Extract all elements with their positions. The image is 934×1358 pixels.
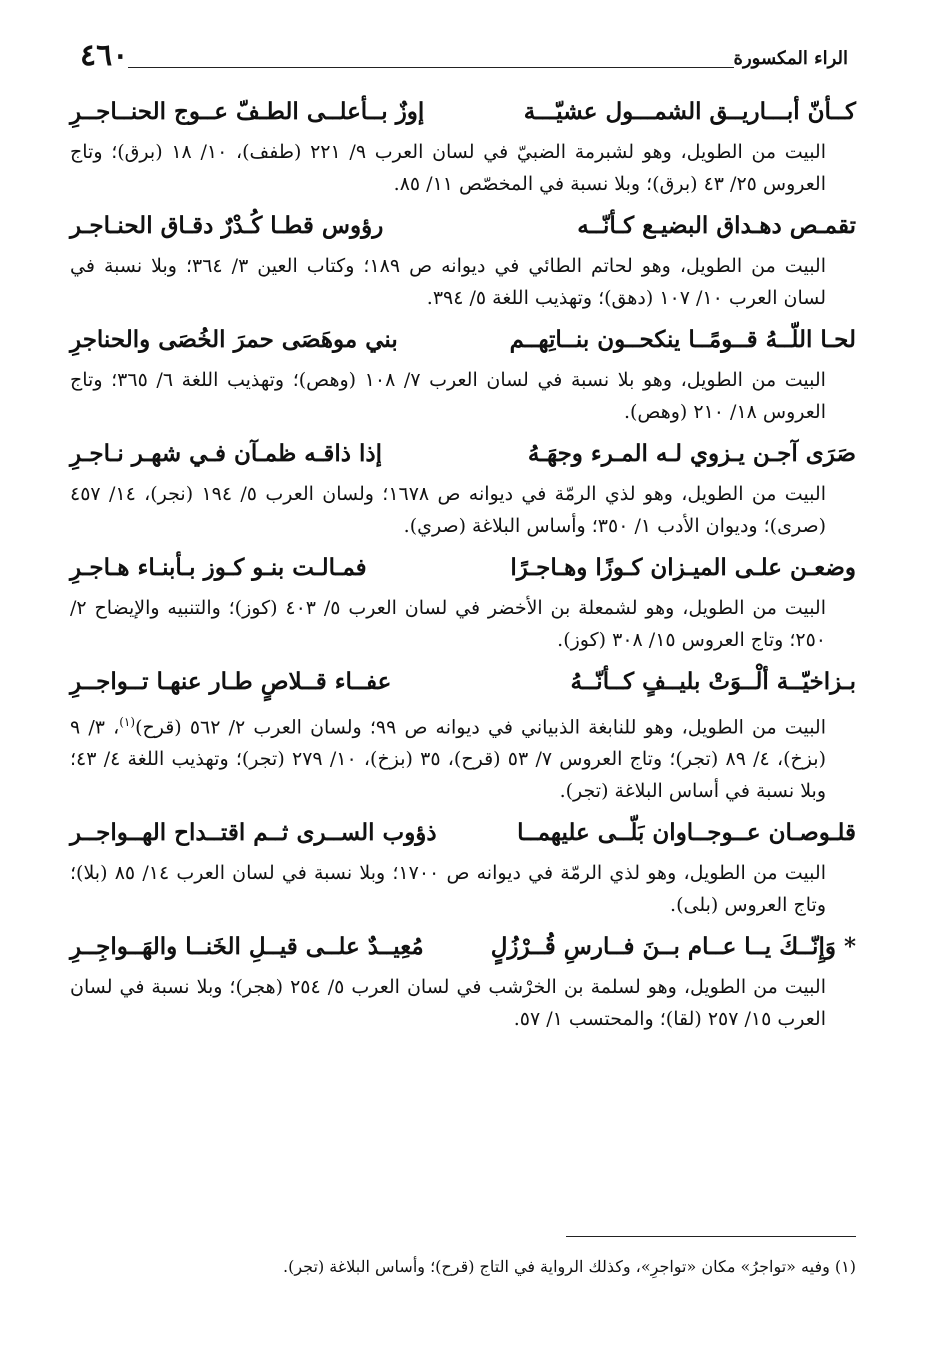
first-hemistich: بـزاخيّــة ألْــوَتْ بليــفٍ كــأنّــهُ [570, 668, 856, 695]
verse-commentary: البيت من الطويل، وهو لذي الرمّة في ديوانه ص ١٦٧٨؛ ولسان العرب ٥/ ١٩٤ (نجر)، ١٤/ ٤٥٧ (صرى)؛ وديوان الأدب ١/ ٣٥٠؛ وأساس البلاغة (صري). [70, 483, 826, 537]
commentary-text: البيت من الطويل، وهو للنابغة الذبياني في ديوانه ص ٩٩؛ ولسان العرب ٢/ ٥٦٢ (قرح) [135, 716, 826, 739]
footnote-rule [566, 1236, 856, 1237]
first-hemistich: تقمـص دهـداق البضيـع كـأنّــه [577, 212, 856, 239]
first-hemistich: صَرَى آجـن يـزوي لـه المـرء وجهَـهُ [527, 440, 856, 467]
second-hemistich: إوزٌ بــأعلــى الطـفّ عــوج الحنــاجــرِ [70, 98, 425, 125]
verse-line [70, 813, 856, 857]
poem-entries [70, 88, 856, 1041]
poem-entry [70, 927, 856, 1035]
second-hemistich: رؤوس قطـا كُـدْرٌ دقـاق الحنـاجـر [70, 212, 384, 239]
verse-commentary: البيت من الطويل، وهو لذي الرمّة في ديوانه ص ١٧٠٠؛ وبلا نسبة في لسان العرب ١٤/ ٨٥ (بلا)؛ وتاج العروس (بلى). [70, 862, 826, 917]
verse-line [70, 92, 856, 136]
first-hemistich: * وَإِنّــكَ يــا عــام بــنَ فــارسِ قُــرْزُلٍ [490, 933, 856, 961]
poem-entry [70, 92, 856, 200]
verse-line [70, 662, 856, 706]
second-hemistich: فمـالـت بنـو كـوز بـأبنـاء هـاجـرِ [70, 554, 367, 581]
verse-line [70, 927, 856, 971]
poem-entry [70, 813, 856, 921]
poem-entry [70, 320, 856, 428]
first-hemistich: وضعـن علـى الميـزان كـوزًا وهـاجـرًا [510, 554, 856, 581]
verse-commentary: البيت من الطويل، وهو لحاتم الطائي في ديوانه ص ١٨٩؛ وكتاب العين ٣/ ٣٦٤؛ وبلا نسبة في لسان العرب ١٠/ ١٠٧ (دهق)؛ وتهذيب اللغة ٥/ ٣٩٤. [70, 255, 826, 309]
second-hemistich: بني موهَصَى حمرَ الخُصَى والحناجرِ [70, 326, 398, 353]
second-hemistich: عفــاء قــلاصٍ طـار عنهـا تــواجــرِ [70, 668, 392, 695]
first-hemistich: لحـا اللّــهُ قــومًــا ينكحــون بنــاتِهــم [509, 326, 856, 353]
poem-entry [70, 434, 856, 542]
page-number: ٤٦٠ [80, 38, 129, 73]
second-hemistich: ذؤوب الســرى ثــم اقتــداح الهــواجــر [70, 819, 437, 847]
poem-entry [70, 206, 856, 314]
header-rule [128, 67, 733, 68]
verse-line [70, 434, 856, 478]
footnote-reference: (١) [119, 715, 136, 729]
second-hemistich: مُعِيــدٌ علــى قيــلِ الخَنــا والهَــواجِــرِ [70, 933, 424, 961]
commentary-text: ، ٣/ ٩ (بزخ)، ٤/ ٨٩ (تجر)؛ وتاج العروس ٧/ ٥٣ (قرح)، ٣٥ (بزخ)، ١٠/ ٢٧٩ (تجر)؛ وتهذيب اللغة ٤/ ٤٣؛ وبلا نسبة في أساس البلاغة (تجر). [70, 716, 826, 803]
verse-commentary [70, 706, 856, 807]
verse-line [70, 206, 856, 250]
verse-line [70, 548, 856, 592]
footnote: (١) وفيه «تواجرُ» مكان «تواجرِ»، وكذلك الرواية في التاج (قرح)؛ وأساس البلاغة (تجر). [283, 1257, 856, 1276]
verse-commentary: البيت من الطويل، وهو لشمعلة بن الأخضر في لسان العرب ٥/ ٤٠٣ (كوز)؛ والتنبيه والإيضاح ٢/ ٢٥٠؛ وتاج العروس ١٥/ ٣٠٨ (كوز). [70, 597, 826, 651]
second-hemistich: إذا ذاقـه ظمـآن فـي شهـر نـاجـرِ [70, 440, 382, 467]
verse-commentary: البيت من الطويل، وهو لشبرمة الضبيّ في لسان العرب ٩/ ٢٢١ (طفف)، ١٠/ ١٨ (برق)؛ وتاج العروس ٢٥/ ٤٣ (برق)؛ وبلا نسبة في المخصّص ١١/ ٨٥. [70, 141, 826, 195]
first-hemistich: كــأنّ أبـــاريــق الشمـــول عشيّـــة [523, 98, 856, 125]
first-hemistich: قلـوصـان عــوجــاوان بَلّــى عليهمــا [517, 819, 856, 847]
verse-line [70, 320, 856, 364]
verse-commentary: البيت من الطويل، وهو لسلمة بن الخرْشب في لسان العرب ٥/ ٢٥٤ (هجر)؛ وبلا نسبة في لسان العرب ١٥/ ٢٥٧ (لقا)؛ والمحتسب ١/ ٥٧. [70, 976, 826, 1031]
running-header [70, 34, 856, 74]
poem-entry [70, 548, 856, 656]
poem-entry [70, 662, 856, 807]
running-title: الراء المكسورة [733, 48, 848, 69]
verse-commentary: البيت من الطويل، وهو بلا نسبة في لسان العرب ٧/ ١٠٨ (وهص)؛ وتهذيب اللغة ٦/ ٣٦٥؛ وتاج العروس ١٨/ ٢١٠ (وهص). [70, 369, 826, 423]
